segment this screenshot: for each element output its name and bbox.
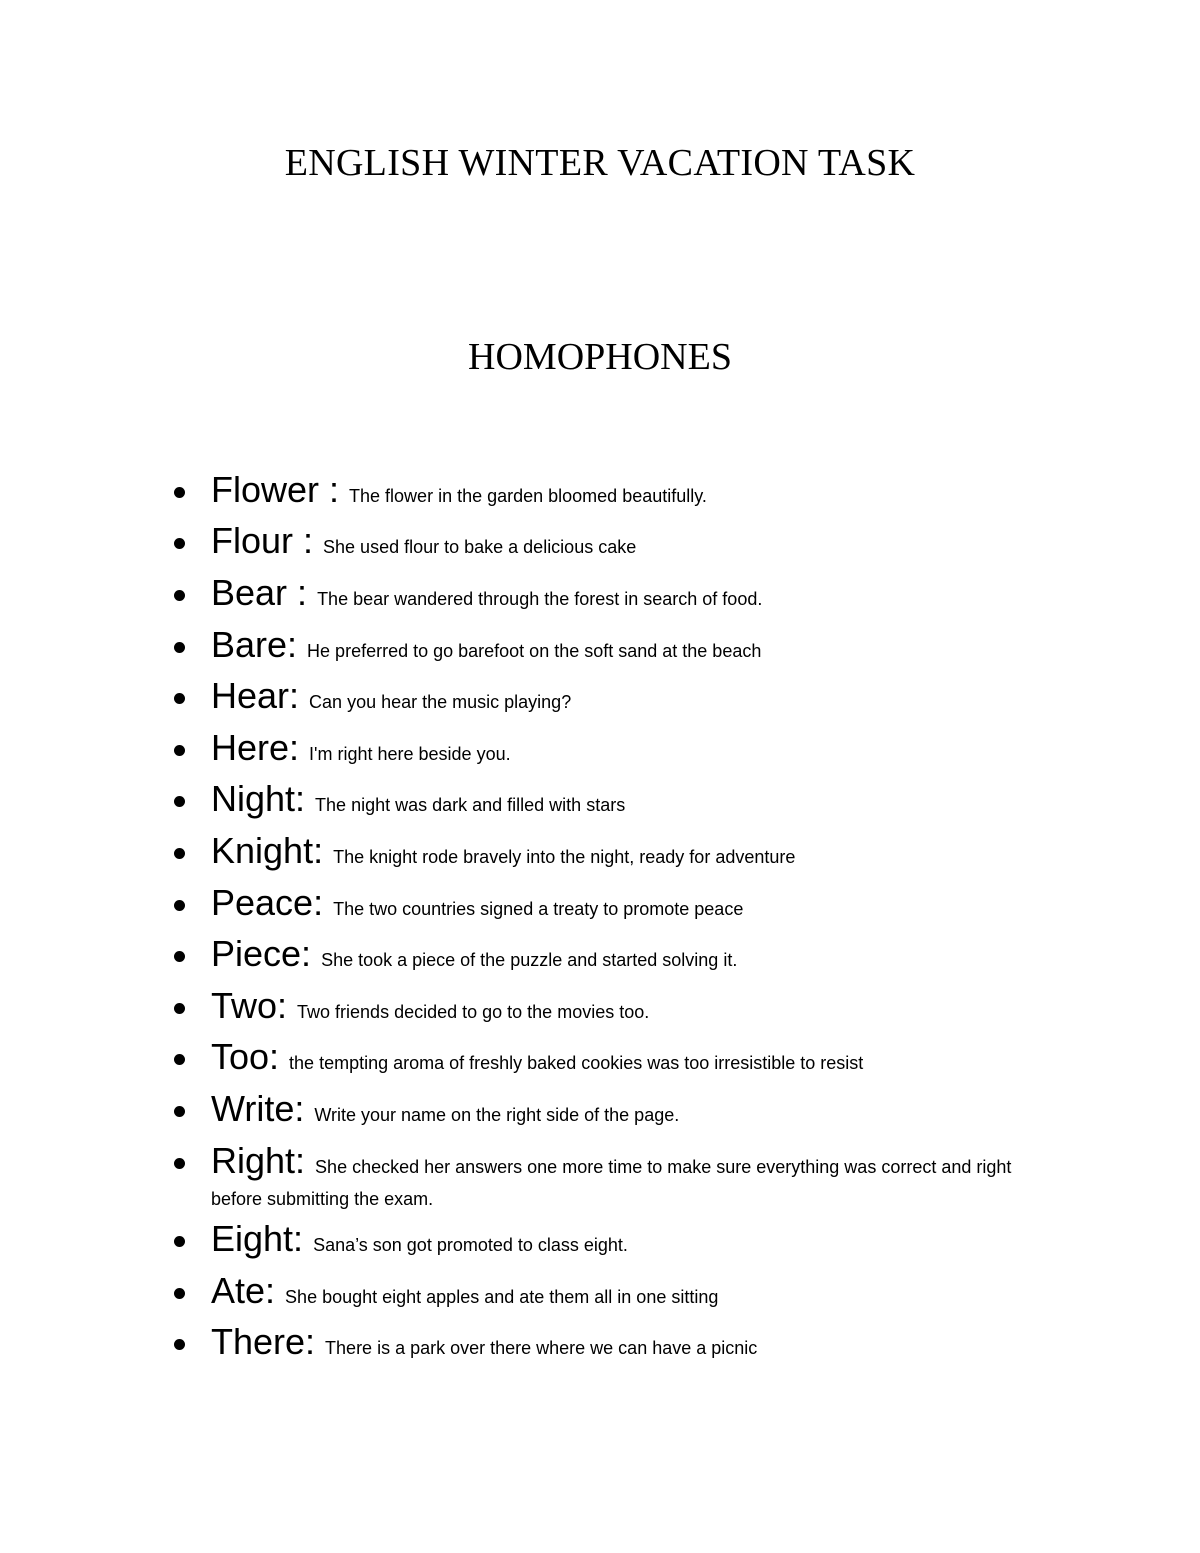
example-sentence: He preferred to go barefoot on the soft sand at the beach: [307, 641, 762, 661]
homophone-word: Night:: [211, 778, 316, 819]
list-item: [211, 573, 1041, 615]
homophone-word: Bear :: [211, 572, 318, 613]
homophone-word: Here:: [211, 727, 310, 768]
bullet-icon: [174, 1158, 185, 1169]
example-sentence: There is a park over there where we can have a picnic: [325, 1338, 758, 1358]
example-sentence: I'm right here beside you.: [309, 744, 511, 764]
bullet-icon: [174, 1106, 185, 1117]
example-sentence: The flower in the garden bloomed beautifully.: [349, 486, 707, 506]
bullet-icon: [174, 642, 185, 653]
list-item: [211, 883, 1041, 925]
bullet-icon: [174, 848, 185, 859]
page-title: ENGLISH WINTER VACATION TASK: [284, 142, 916, 184]
bullet-icon: [174, 1339, 185, 1350]
list-item: [211, 1271, 1041, 1313]
example-sentence: The knight rode bravely into the night, ready for adventure: [333, 847, 796, 867]
list-item: [211, 625, 1041, 667]
section-heading: HOMOPHONES: [468, 336, 732, 378]
list-item: [211, 728, 1041, 770]
bullet-icon: [174, 1236, 185, 1247]
example-sentence: Two friends decided to go to the movies too.: [297, 1002, 650, 1022]
homophone-word: Bare:: [211, 624, 308, 665]
bullet-icon: [174, 796, 185, 807]
homophone-word: Hear:: [211, 675, 310, 716]
example-sentence: Write your name on the right side of the page.: [314, 1105, 680, 1125]
bullet-icon: [174, 538, 185, 549]
example-sentence: The bear wandered through the forest in search of food.: [317, 589, 763, 609]
bullet-icon: [174, 590, 185, 601]
homophone-word: Peace:: [211, 882, 334, 923]
bullet-icon: [174, 1003, 185, 1014]
homophone-word: There:: [211, 1321, 326, 1362]
bullet-icon: [174, 1054, 185, 1065]
bullet-icon: [174, 900, 185, 911]
homophone-word: Flower :: [211, 469, 350, 510]
example-sentence: the tempting aroma of freshly baked cookies was too irresistible to resist: [289, 1053, 864, 1073]
list-item: [211, 1219, 1041, 1261]
homophone-word: Ate:: [211, 1270, 286, 1311]
homophone-word: Write:: [211, 1088, 315, 1129]
bullet-icon: [174, 487, 185, 498]
example-sentence: The night was dark and filled with stars: [315, 795, 626, 815]
example-sentence: The two countries signed a treaty to promote peace: [333, 899, 744, 919]
bullet-icon: [174, 951, 185, 962]
list-item: [211, 676, 1041, 718]
example-sentence: Sana’s son got promoted to class eight.: [313, 1235, 628, 1255]
list-item: [211, 1141, 1041, 1215]
list-item: [211, 986, 1041, 1028]
homophone-word: Piece:: [211, 933, 322, 974]
list-item: [211, 779, 1041, 821]
list-item: [211, 1089, 1041, 1131]
homophone-word: Eight:: [211, 1218, 314, 1259]
homophone-word: Flour :: [211, 520, 324, 561]
homophone-word: Knight:: [211, 830, 334, 871]
list-item: [211, 521, 1041, 563]
bullet-icon: [174, 1288, 185, 1299]
bullet-icon: [174, 745, 185, 756]
list-item: [211, 831, 1041, 873]
homophone-word: Two:: [211, 985, 298, 1026]
example-sentence: She checked her answers one more time to make sure everything was correct and right before submitting the exam.: [211, 1157, 1012, 1209]
list-item: [211, 1322, 1041, 1364]
example-sentence: She bought eight apples and ate them all in one sitting: [285, 1287, 719, 1307]
list-item: [211, 470, 1041, 512]
example-sentence: Can you hear the music playing?: [309, 692, 572, 712]
list-item: [211, 934, 1041, 976]
homophone-word: Too:: [211, 1036, 290, 1077]
list-item: [211, 1037, 1041, 1079]
bullet-icon: [174, 693, 185, 704]
example-sentence: She used flour to bake a delicious cake: [323, 537, 637, 557]
example-sentence: She took a piece of the puzzle and started solving it.: [321, 950, 738, 970]
homophone-word: Right:: [211, 1140, 316, 1181]
